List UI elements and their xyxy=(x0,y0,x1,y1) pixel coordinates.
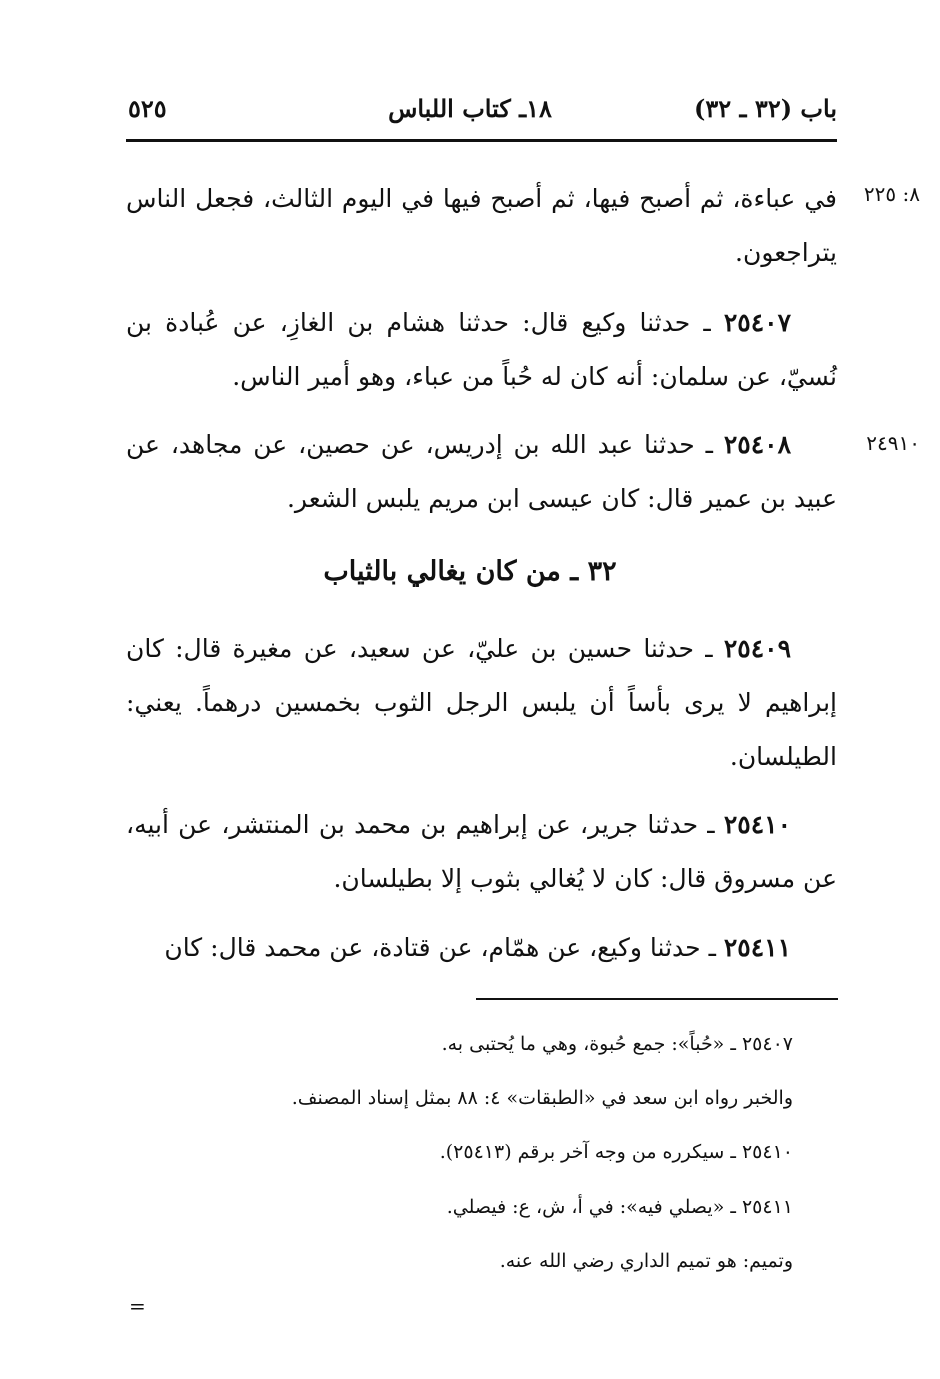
hadith-paragraph xyxy=(126,172,837,280)
hadith-paragraph xyxy=(126,921,837,975)
hadith-paragraph xyxy=(126,622,837,784)
book-title: ١٨ـ كتاب اللباس xyxy=(388,94,552,123)
footnote: وتميم: هو تميم الداري رضي الله عنه. xyxy=(499,1250,793,1272)
margin-reference: ٢٤٩١٠ xyxy=(866,431,920,455)
hadith-number: ٢٥٤٠٨ xyxy=(723,430,791,459)
hadith-number: ٢٥٤٠٧ xyxy=(723,308,791,337)
section-heading: ٣٢ ـ من كان يغالي بالثياب xyxy=(323,556,617,587)
margin-reference: ٨: ٢٢٥ xyxy=(863,182,920,206)
footnote: ٢٥٤١٠ ـ سيكرره من وجه آخر برقم (٢٥٤١٣). xyxy=(439,1141,793,1163)
hadith-paragraph xyxy=(126,418,837,526)
hadith-text: ـ حدثنا عبد الله بن إدريس، عن حصين، عن مجاهد، عن عبيد بن عمير قال: كان عيسى ابن مريم يلبس الشعر. xyxy=(126,430,837,513)
continuation-mark: = xyxy=(129,1294,146,1318)
hadith-number: ٢٥٤٠٩ xyxy=(723,634,791,663)
hadith-number: ٢٥٤١١ xyxy=(723,933,791,962)
footnote: ٢٥٤١١ ـ «يصلي فيه»: في أ، ش، ع: فيصلي. xyxy=(446,1196,793,1218)
hadith-text: ـ حدثنا جرير، عن إبراهيم بن محمد بن المنتشر، عن أبيه، عن مسروق قال: كان لا يُغالي بثوب إلا بطيلسان. xyxy=(126,810,837,893)
hadith-text: في عباءة، ثم أصبح فيها، ثم أصبح فيها في اليوم الثالث، فجعل الناس يتراجعون. xyxy=(126,184,837,267)
page-number: ٥٢٥ xyxy=(128,94,167,123)
footnote: والخبر رواه ابن سعد في «الطبقات» ٤: ٨٨ بمثل إسناد المصنف. xyxy=(291,1087,793,1109)
hadith-number: ٢٥٤١٠ xyxy=(723,810,791,839)
hadith-paragraph xyxy=(126,296,837,404)
hadith-text: ـ حدثنا وكيع قال: حدثنا هشام بن الغازِ، عن عُبادة بن نُسيّ، عن سلمان: أنه كان له حُباً من عباء، وهو أمير الناس. xyxy=(126,308,837,391)
hadith-text: ـ حدثنا حسين بن عليّ، عن سعيد، عن مغيرة قال: كان إبراهيم لا يرى بأساً أن يلبس الرجل الثوب بخمسين درهماً. يعني: الطيلسان. xyxy=(126,634,837,771)
footnote-divider xyxy=(476,998,838,1000)
hadith-text: ـ حدثنا وكيع، عن همّام، عن قتادة، عن محمد قال: كان xyxy=(164,933,724,962)
hadith-paragraph xyxy=(126,798,837,906)
header-divider xyxy=(126,139,837,142)
chapter-reference: باب (٣٢ ـ ٣٢) xyxy=(694,94,837,123)
footnote: ٢٥٤٠٧ ـ «حُباً»: جمع حُبوة، وهي ما يُحتبى به. xyxy=(441,1033,793,1055)
